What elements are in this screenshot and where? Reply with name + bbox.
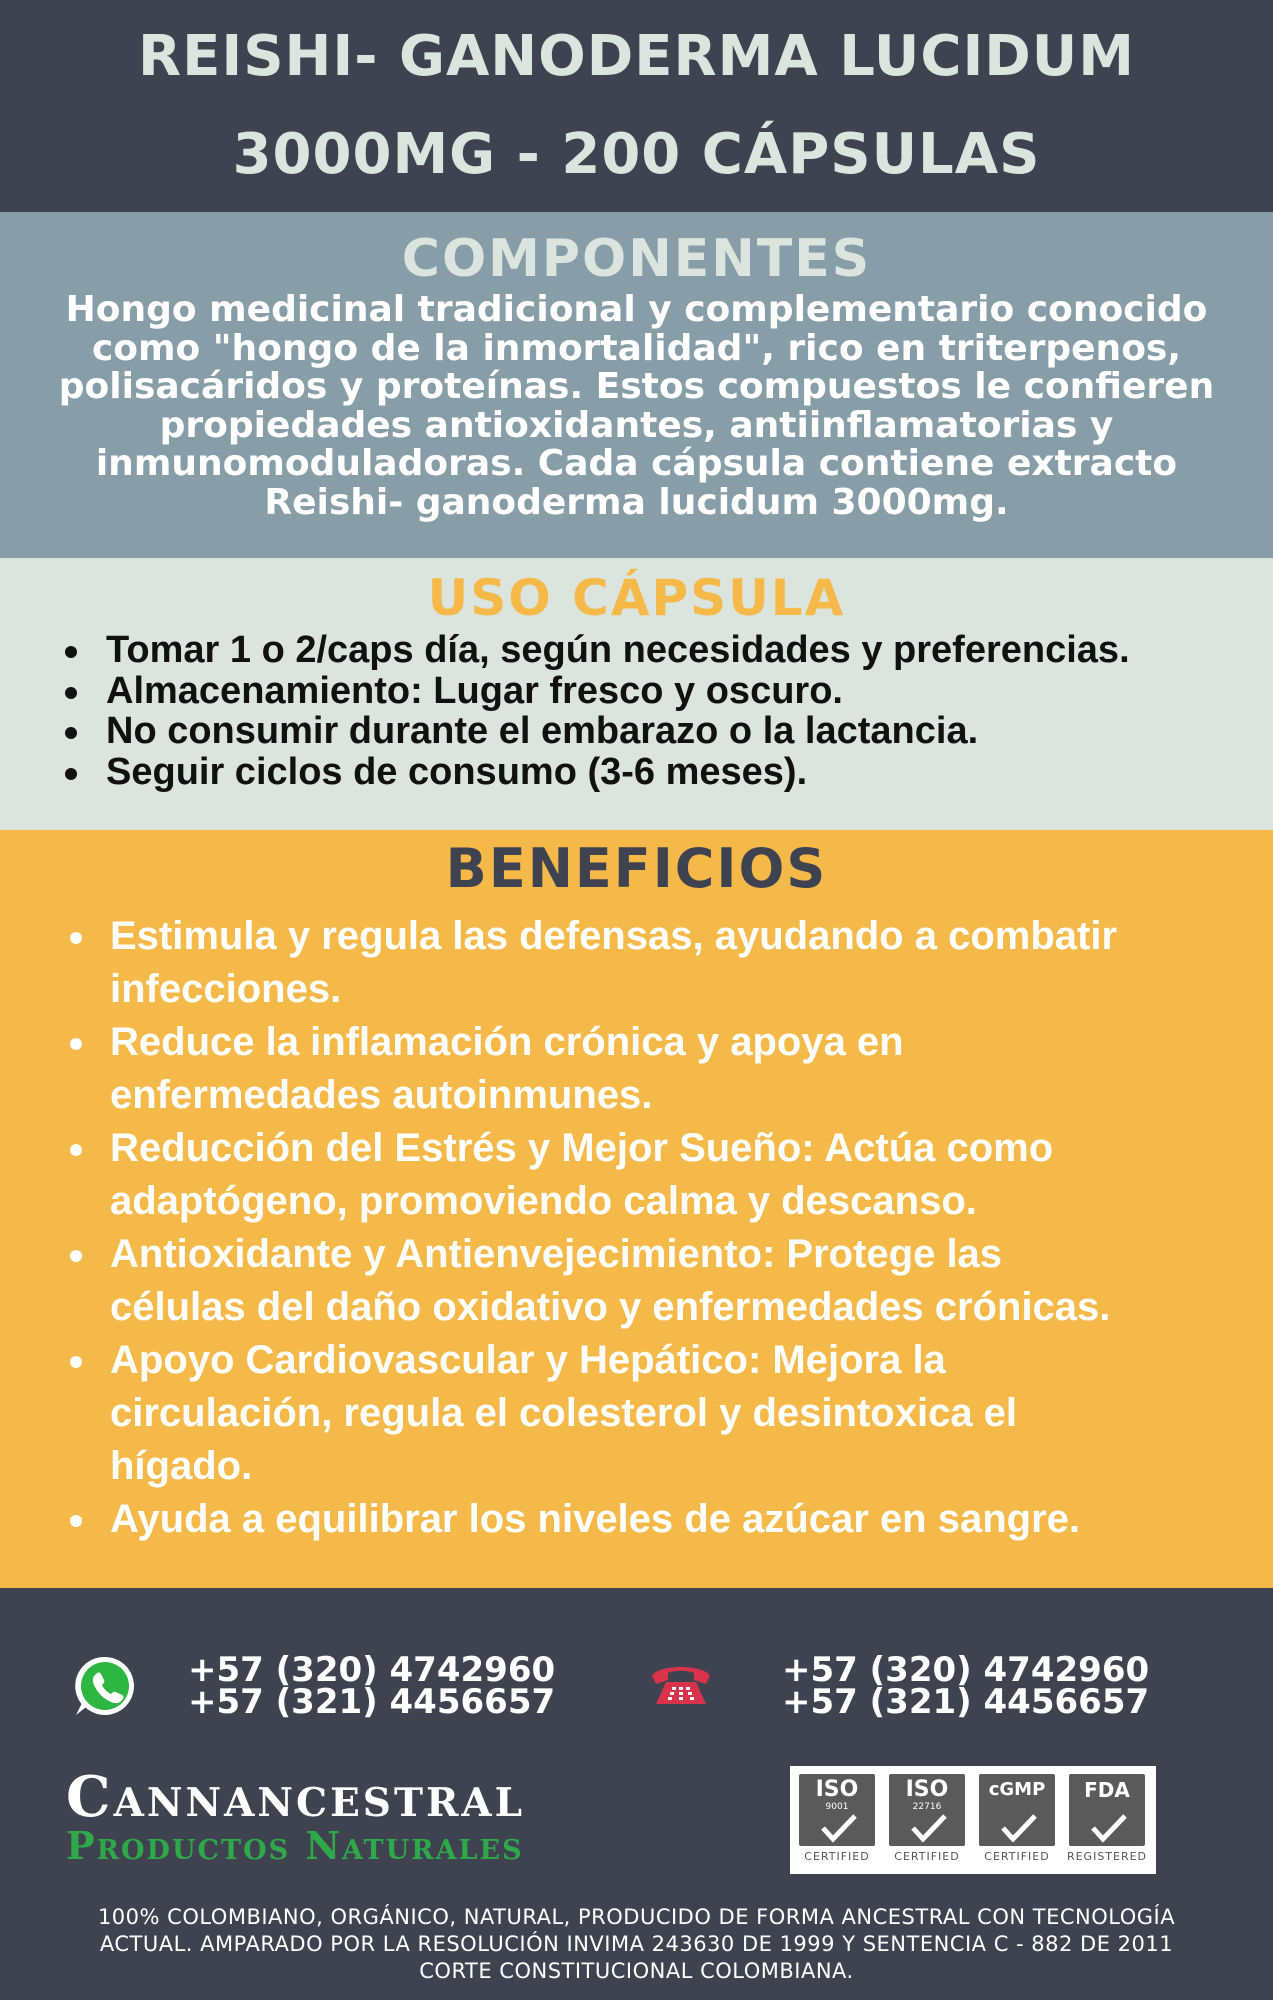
cert-code: 22716 <box>912 1802 942 1812</box>
beneficio-line: Estimula y regula las defensas, ayudando a combatir <box>110 914 1118 958</box>
whatsapp-phone[interactable]: +57 (320) 4742960 <box>188 1650 556 1690</box>
checkmark-icon <box>999 1812 1039 1844</box>
iso-22716-badge <box>886 1772 968 1868</box>
componentes-line: Hongo medicinal tradicional y complementario conocido <box>65 289 1208 330</box>
product-title-line-2: 3000MG - 200 CÁPSULAS <box>232 122 1041 187</box>
cert-code: 9001 <box>825 1802 849 1812</box>
brand-name: Cannancestral <box>66 1764 526 1830</box>
telephone-icon[interactable] <box>648 1660 714 1710</box>
cert-mark: FDA <box>1084 1778 1130 1802</box>
uso-list <box>0 630 1273 792</box>
beneficio-line: Reducción del Estrés y Mejor Sueño: Actúa como <box>110 1126 1054 1170</box>
telephone-phone[interactable]: +57 (321) 4456657 <box>782 1682 1150 1722</box>
checkmark-icon <box>909 1812 949 1844</box>
componentes-title: COMPONENTES <box>401 229 872 289</box>
legal-line: 100% COLOMBIANO, ORGÁNICO, NATURAL, PRODUCIDO DE FORMA ANCESTRAL CON TECNOLOGÍA <box>97 1905 1176 1929</box>
componentes-line: polisacáridos y proteínas. Estos compuestos le confieren <box>58 366 1215 407</box>
beneficio-item <box>110 1493 1273 1546</box>
beneficio-line: infecciones. <box>110 967 342 1011</box>
uso-item: Tomar 1 o 2/caps día, según necesidades y preferencias. <box>106 630 1273 671</box>
legal-line: CORTE CONSTITUCIONAL COLOMBIANA. <box>419 1959 854 1983</box>
cert-label: CERTIFIED <box>984 1850 1050 1863</box>
cert-label: CERTIFIED <box>894 1850 960 1863</box>
beneficio-line: circulación, regula el colesterol y desintoxica el <box>110 1391 1018 1435</box>
cgmp-badge <box>976 1772 1058 1868</box>
beneficio-line: adaptógeno, promoviendo calma y descanso. <box>110 1179 977 1223</box>
componentes-description <box>0 291 1273 522</box>
product-title-line-1: REISHI- GANODERMA LUCIDUM <box>138 24 1135 89</box>
beneficio-line: Ayuda a equilibrar los niveles de azúcar en sangre. <box>110 1497 1080 1541</box>
beneficio-line: Reduce la inflamación crónica y apoya en <box>110 1020 904 1064</box>
cert-label: CERTIFIED <box>804 1850 870 1863</box>
cert-mark: cGMP <box>988 1779 1046 1800</box>
certification-badges <box>790 1766 1156 1874</box>
iso-9001-badge <box>796 1772 878 1868</box>
beneficio-line: células del daño oxidativo y enfermedades crónicas. <box>110 1285 1111 1329</box>
brand-logo <box>66 1764 526 1868</box>
beneficio-item <box>110 1228 1273 1334</box>
uso-item: Almacenamiento: Lugar fresco y oscuro. <box>106 671 1273 712</box>
whatsapp-phone[interactable]: +57 (321) 4456657 <box>188 1682 556 1722</box>
beneficio-line: Antioxidante y Antienvejecimiento: Protege las <box>110 1232 1003 1276</box>
whatsapp-phones <box>188 1650 556 1722</box>
cert-label: REGISTERED <box>1066 1850 1148 1863</box>
beneficio-item <box>110 910 1273 1016</box>
componentes-line: inmunomoduladoras. Cada cápsula contiene extracto <box>95 443 1178 484</box>
beneficio-line: enfermedades autoinmunes. <box>110 1073 653 1117</box>
beneficio-item <box>110 1122 1273 1228</box>
beneficios-list <box>0 910 1273 1546</box>
beneficios-title: BENEFICIOS <box>445 837 828 900</box>
telephone-phone[interactable]: +57 (320) 4742960 <box>782 1650 1150 1690</box>
footer <box>0 1588 1273 2000</box>
checkmark-icon <box>1089 1812 1129 1844</box>
legal-notice <box>0 1904 1273 1985</box>
cert-mark: ISO <box>905 1777 949 1802</box>
componentes-line: propiedades antioxidantes, antiinflamatorias y <box>159 404 1114 446</box>
uso-item: No consumir durante el embarazo o la lactancia. <box>106 711 1273 752</box>
beneficio-line: hígado. <box>110 1444 253 1488</box>
beneficio-item <box>110 1334 1273 1493</box>
whatsapp-icon[interactable] <box>72 1653 138 1719</box>
uso-section <box>0 558 1273 830</box>
componentes-line: como "hongo de la inmortalidad", rico en triterpenos, <box>91 327 1182 369</box>
componentes-line: Reishi- ganoderma lucidum 3000mg. <box>264 481 1009 523</box>
brand-subtitle: Productos Naturales <box>66 1823 524 1868</box>
beneficio-item <box>110 1016 1273 1122</box>
telephone-phones <box>782 1650 1150 1722</box>
header <box>0 0 1273 212</box>
legal-line: ACTUAL. AMPARADO POR LA RESOLUCIÓN INVIMA 243630 DE 1999 Y SENTENCIA C - 882 DE 2011 <box>99 1932 1174 1956</box>
beneficios-section <box>0 830 1273 1588</box>
cert-mark: ISO <box>815 1777 859 1802</box>
fda-badge <box>1066 1772 1148 1868</box>
uso-title: USO CÁPSULA <box>427 569 846 627</box>
checkmark-icon <box>819 1812 859 1844</box>
componentes-section <box>0 212 1273 558</box>
uso-item: Seguir ciclos de consumo (3-6 meses). <box>106 752 1273 793</box>
beneficio-line: Apoyo Cardiovascular y Hepático: Mejora la <box>110 1338 946 1382</box>
